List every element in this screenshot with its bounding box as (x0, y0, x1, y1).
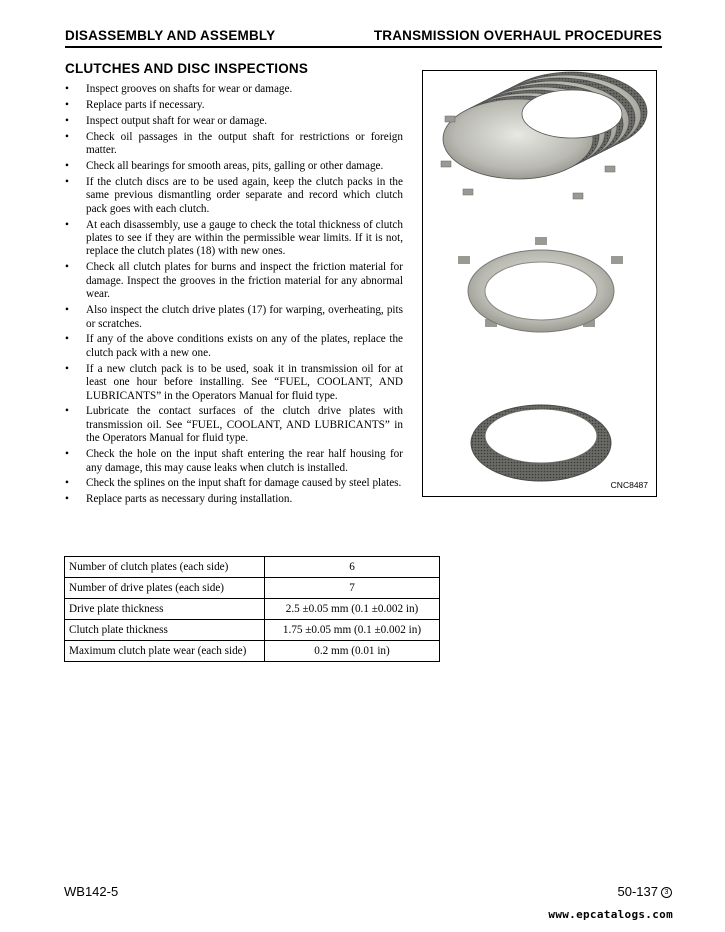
spec-label: Number of drive plates (each side) (65, 578, 265, 599)
bullet-item (65, 304, 403, 331)
bullet-glyph: • (65, 114, 69, 127)
bullet-text: If a new clutch pack is to be used, soak it in transmission oil for at least one hour before installing. See “FUEL, COOLANT, AND LUBRICANTS” in the Operators Manual for fluid type. (86, 362, 403, 402)
spec-row (65, 620, 440, 641)
bullet-text: Check the splines on the input shaft for damage caused by steel plates. (86, 477, 402, 490)
bullet-text: Replace parts as necessary during installation. (86, 493, 293, 506)
bullet-glyph: • (65, 333, 69, 346)
bullet-text: Check the hole on the input shaft entering the rear half housing for any damage, this may cause leaks when clutch is installed. (86, 448, 403, 474)
bullet-item (65, 131, 403, 158)
bullet-text: If the clutch discs are to be used again, keep the clutch packs in the same previous dismantling order separate and record which clutch pack goes with each clutch. (86, 175, 403, 215)
bullet-item (65, 99, 403, 112)
spec-row (65, 641, 440, 662)
spec-value: 7 (265, 578, 440, 599)
bullet-glyph: • (65, 304, 69, 317)
spec-value: 6 (265, 557, 440, 578)
bullet-text: Also inspect the clutch drive plates (17) for warping, overheating, pits or scratches. (86, 304, 403, 330)
bullet-text: Check all clutch plates for burns and inspect the friction material for damage. Inspect the grooves in the friction material for any abnormal wear. (86, 261, 403, 301)
bullet-item (65, 219, 403, 259)
header-right-title: TRANSMISSION OVERHAUL PROCEDURES (373, 28, 662, 43)
bullet-glyph: • (65, 98, 69, 111)
bullet-item (65, 448, 403, 475)
watermark-url: www.epcatalogs.com (548, 908, 673, 921)
figure-code: CNC8487 (610, 480, 648, 490)
header-rule (65, 46, 662, 48)
bullet-glyph: • (65, 160, 69, 173)
bullet-glyph: • (65, 493, 69, 506)
inspection-bullet-list (65, 83, 403, 509)
clutch-pack-stack-icon (441, 72, 647, 199)
bullet-glyph: • (65, 218, 69, 231)
spec-label: Maximum clutch plate wear (each side) (65, 641, 265, 662)
bullet-item (65, 333, 403, 360)
bullet-glyph: • (65, 175, 69, 188)
clutch-plates-figure (422, 70, 657, 497)
bullet-text: Inspect grooves on shafts for wear or damage. (86, 83, 293, 95)
bullet-text: Check oil passages in the output shaft for restrictions or foreign matter. (86, 130, 403, 157)
spec-value: 1.75 ±0.05 mm (0.1 ±0.002 in) (265, 620, 440, 641)
bullet-text: If any of the above conditions exists on any of the plates, replace the clutch pack with a new one. (86, 333, 403, 359)
bullet-glyph: • (65, 477, 69, 490)
specification-table (64, 556, 440, 662)
bullet-item (65, 160, 403, 173)
bullet-text: Check all bearings for smooth areas, pits, galling or other damage. (86, 160, 384, 173)
section-title: CLUTCHES AND DISC INSPECTIONS (65, 61, 309, 76)
drive-plate-icon (458, 237, 623, 332)
page-number: 50-137 (617, 884, 658, 899)
spec-row (65, 578, 440, 599)
bullet-text: Replace parts if necessary. (86, 98, 205, 111)
bullet-glyph: • (65, 405, 69, 418)
spec-row (65, 557, 440, 578)
bullet-item (65, 83, 403, 96)
spec-value: 2.5 ±0.05 mm (0.1 ±0.002 in) (265, 599, 440, 620)
friction-plate-icon (471, 405, 611, 481)
bullet-item (65, 363, 403, 403)
bullet-item (65, 477, 403, 490)
bullet-glyph: • (65, 362, 69, 375)
spec-label: Clutch plate thickness (65, 620, 265, 641)
bullet-text: Lubricate the contact surfaces of the clutch drive plates with transmission oil. See “FUEL, COOLANT, AND LUBRICANTS” in the Operators Manual for fluid type. (86, 405, 403, 445)
header-left-title: DISASSEMBLY AND ASSEMBLY (65, 28, 276, 43)
bullet-text: Inspect output shaft for wear or damage. (86, 114, 268, 127)
bullet-item (65, 115, 403, 128)
bullet-item (65, 176, 403, 216)
footer-model: WB142-5 (64, 884, 119, 899)
clutch-plates-illustration (423, 71, 658, 498)
bullet-item (65, 493, 403, 506)
bullet-item (65, 405, 403, 445)
spec-row (65, 599, 440, 620)
bullet-glyph: • (65, 448, 69, 461)
bullet-item (65, 261, 403, 301)
bullet-text: At each disassembly, use a gauge to check the total thickness of clutch plates to see if they are within the permissible wear limits. If it is not, replace the clutch plates (18) with new ones. (86, 218, 403, 258)
revision-badge: 3 (661, 887, 672, 898)
footer-page (618, 884, 672, 899)
bullet-glyph: • (65, 83, 69, 95)
spec-label: Number of clutch plates (each side) (65, 557, 265, 578)
spec-label: Drive plate thickness (65, 599, 265, 620)
spec-value: 0.2 mm (0.01 in) (265, 641, 440, 662)
bullet-glyph: • (65, 130, 69, 143)
bullet-glyph: • (65, 261, 69, 274)
